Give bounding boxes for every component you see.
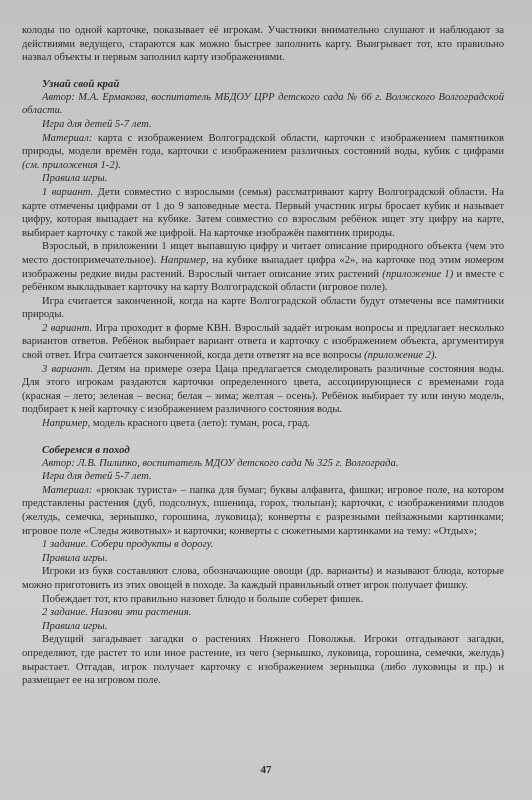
variant2-label: 2 вариант. — [42, 322, 93, 334]
game1-materials-text: карта с изображением Волгоградской области, карточки с изображением памятников природы, модели времён года, карточки с изображением различных состояний воды, кубик с цифрами — [22, 132, 505, 158]
variant3-label: 3 вариант. — [42, 363, 94, 375]
game1-variant3 — [22, 363, 504, 417]
game1-variant2 — [22, 322, 504, 363]
game1-materials-label: Материал: — [42, 132, 93, 144]
adult-example-label: Например, — [160, 254, 209, 266]
game-title-1: Узнай свой край — [42, 77, 120, 90]
game1-age: Игра для детей 5-7 лет. — [42, 118, 152, 130]
game1-author: Автор: М.А. Ермакова, воспитатель МБДОУ ЦРР детского сада № 66 г. Волжского Волгоградской области. — [22, 91, 504, 117]
task2-text: Ведущий загадывает загадки о растениях Нижнего Поволжья. Игроки отгадывают загадки, определяют, где растет то или иное растение, из чего (зернышко, луковица, горошина, семечки, желудь) вырастает. Отгадав, игрок получает карточку с изображением зернышка (либо луковицы и пр.) и размещает ее на игровом поле. — [22, 634, 504, 687]
adult-text-1: Взрослый, в приложении 1 ищет выпавшую цифру и читает описание природного объекта (чем это место достопримечательное). — [22, 241, 504, 266]
task2-title: 2 задание. Назови эти растения. — [42, 607, 192, 619]
variant1-label: 1 вариант. — [42, 186, 94, 198]
game2-materials-text: «рюкзак туриста» – папка для бумаг; буквы алфавита, фишки; игровое поле, на котором представлены растения (дуб, подсолнух, пшеница, горох, тюльпан); карточки, с изображениями плодов (желудь, семечка, зернышко, горошина, луковица); конверты с разрезными пейзажными картинками; игровое поле «Следы животных» и карточки; конверты с сюжетными картинками на тему: «Отдых»; — [22, 484, 504, 537]
adult-text-3: и вместе с ребёнком выкладывает карточку на карту Волгоградской области (игровое поле). — [22, 268, 504, 294]
task1-rules-label: Правила игры. — [42, 552, 108, 564]
game1-materials — [22, 132, 504, 173]
task2-rules-label: Правила игры. — [42, 620, 108, 632]
variant2-text: Игра проходит в форме КВН. Взрослый задаёт игрокам вопросы и предлагает несколько вариантов ответов. Ребёнок выбирает вариант ответа и карточку с изображением объекта, аргументируя свой ответ. Игра считается законченной, когда дети ответят на все вопросы — [22, 322, 505, 362]
game2-age: Игра для детей 5-7 лет. — [42, 471, 152, 483]
intro-paragraph: колоды по одной карточке, показывает её игрокам. Участники внимательно слушают и наблюдают за действиями ведущего, стараются как можно быстрее заполнить карту. Выигрывает тот, кто правильно назвал объекты и первым заполнил карту изображениями. — [22, 25, 504, 64]
adult-appendix-ref: (приложение 1) — [382, 268, 454, 280]
game-title-2: Соберемся в поход — [42, 443, 130, 456]
game1-example — [22, 417, 504, 431]
game1-finish: Игра считается законченной, когда на карте Волгоградской области будут отмечены все памятники природы. — [22, 295, 504, 321]
game2-author: Автор: Л.В. Пилипко, воспитатель МДОУ детского сада № 325 г. Волгограда. — [42, 457, 399, 469]
game2-materials-label: Материал: — [42, 484, 93, 496]
game2-materials — [22, 484, 504, 538]
page-number: 47 — [260, 764, 272, 776]
variant1-text: Дети совместно с взрослыми (семья) рассматривают карту Волгоградской области. На карте отмечены цифрами от 1 до 9 заповедные места. Первый участник игры бросает кубик и называет цифру, которая выпадает на кубике. Затем совместно со взрослым ребёнок ищет эту цифру на карте, выбирает карточку с такой же цифрой. На карточке изображён памятник природы. — [22, 186, 505, 239]
page-text-block — [22, 24, 504, 688]
task1-winner: Побеждает тот, кто правильно назовет блюдо и больше соберет фишек. — [42, 593, 364, 605]
variant2-ref: (приложение 2). — [364, 350, 438, 362]
game1-rules-label: Правила игры. — [42, 173, 108, 185]
task1-text: Игроки из букв составляют слова, обозначающие овощи (др. варианты) и называют блюда, которые можно приготовить из этих овощей в походе. За каждый правильный ответ игрок получает фишку. — [22, 566, 504, 591]
variant3-text: Детям на примере озера Цаца предлагается смоделировать различные состояния воды. Для этого игрокам раздаются карточки определенного цвета, ассоциирующиеся с временами года (красная – лето; зеленая – весна; белая – зима; желтая – осень). Ребёнок выбирает ту или иную модель, подбирает к ней карточку с изображением различного состояния воды. — [22, 363, 504, 416]
example-text: модель красного цвета (лето): туман, роса, град. — [92, 418, 311, 430]
adult-text-2: на кубике выпадает цифра «2», на карточке под этим номером изображены редкие виды растений. Взрослый читает описание этих растений — [22, 254, 504, 280]
game1-materials-ref: (см. приложения 1-2). — [22, 159, 121, 171]
task1-title: 1 задание. Собери продукты в дорогу. — [42, 539, 214, 551]
game1-adult-paragraph — [22, 240, 504, 294]
game1-variant1 — [22, 186, 504, 240]
example-label: Например, — [42, 418, 91, 430]
